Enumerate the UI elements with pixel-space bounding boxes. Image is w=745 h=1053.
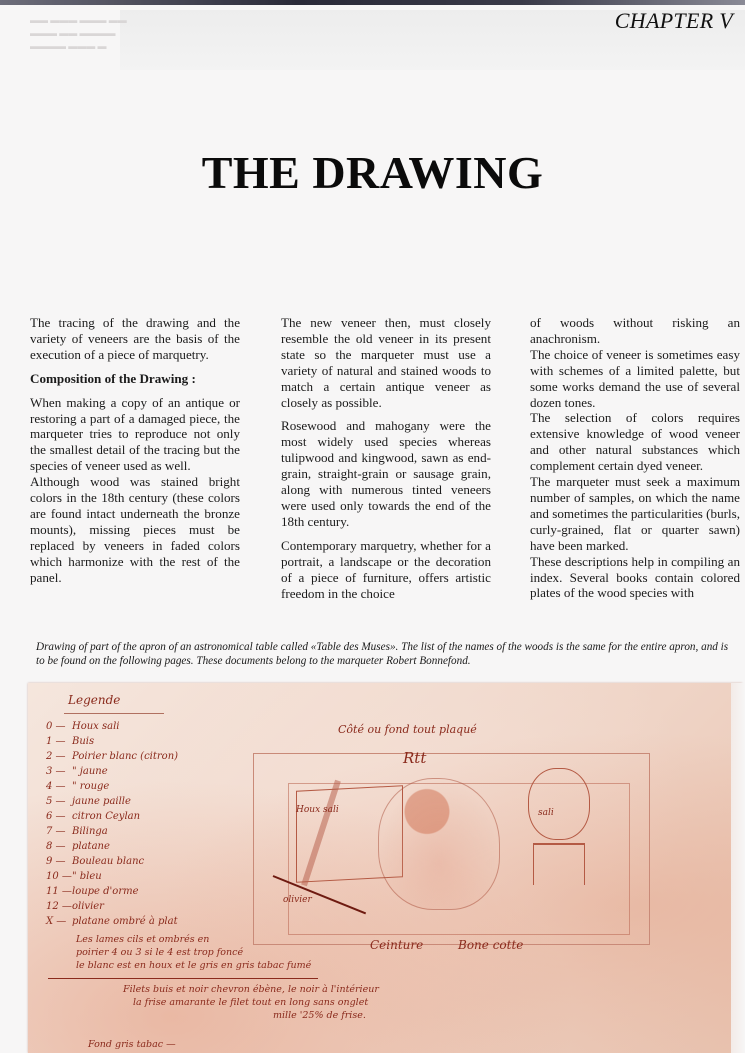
- figure-caption: Drawing of part of the apron of an astronomical table called «Table des Muses». The list of the names of the woods is the same for the entire apron, and is to be found on the following pages. These documents belong to the marqueter Robert Bonnefond.: [36, 641, 729, 667]
- note-line: le blanc est en houx et le gris en gris tabac fumé: [76, 960, 312, 971]
- legend-item-number: 5 —: [46, 796, 66, 807]
- handwritten-notes: [76, 933, 311, 972]
- handwritten-notes-2: [123, 983, 379, 1022]
- show-through-text: ▬▬ ▬▬▬ ▬▬▬ ▬▬ ▬▬▬ ▬▬ ▬▬▬▬ ▬▬▬▬ ▬▬▬ ▬: [30, 15, 127, 51]
- legend-item: [46, 824, 178, 839]
- note-line: Les lames cils et ombrés en: [76, 934, 210, 945]
- legend-item-label: Bouleau blanc: [72, 856, 145, 867]
- legend-item: [46, 749, 178, 764]
- legend-item: [46, 914, 178, 929]
- legend-item-number: 12 —: [46, 901, 72, 912]
- paragraph: of woods without risking an anachronism.: [530, 315, 740, 346]
- sketch-label-bottom-right: Bone cotte: [458, 938, 524, 952]
- text-column-1: [30, 315, 240, 586]
- legend-item-number: 3 —: [46, 766, 66, 777]
- legend-item: [46, 854, 178, 869]
- legend-item-label: citron Ceylan: [72, 811, 141, 822]
- legend-item-label: platane ombré à plat: [72, 916, 178, 927]
- sketch-label-olivier: olivier: [283, 895, 312, 905]
- legend-item: [46, 809, 178, 824]
- notes-divider: [48, 978, 318, 979]
- sketch-label-right: sali: [538, 808, 554, 818]
- legend-item: [46, 734, 178, 749]
- legend-item-label: jaune paille: [72, 796, 131, 807]
- legend-title: Legende: [68, 693, 121, 707]
- note-line: Filets buis et noir chevron ébène, le noir à l'intérieur: [123, 984, 379, 995]
- legend-item: [46, 839, 178, 854]
- paragraph: These descriptions help in compiling an index. Several books contain colored plates of the wood species with: [530, 553, 740, 601]
- legend-item-label: platane: [72, 841, 110, 852]
- legend-underline: [64, 713, 164, 714]
- paragraph: When making a copy of an antique or restoring a part of a damaged piece, the marqueter tries to reproduce not only the smallest detail of the tracing but the species of veneer used as well.: [30, 394, 240, 474]
- marquetry-drawing-figure: [28, 683, 742, 1053]
- handwritten-note-footer: Fond gris tabac —: [88, 1039, 176, 1050]
- stool-sketch: [533, 843, 585, 885]
- legend-item: [46, 719, 178, 734]
- legend-item: [46, 794, 178, 809]
- chair-back-sketch: [528, 768, 590, 840]
- intro-paragraph: The tracing of the drawing and the variety of veneers are the basis of the execution of a piece of marquetry.: [30, 315, 240, 362]
- legend-item-label: " jaune: [72, 766, 108, 777]
- section-subheading: Composition of the Drawing :: [30, 370, 196, 386]
- legend-item-number: X —: [46, 916, 67, 927]
- page-right-margin: [731, 683, 745, 1053]
- sketch-red-note: Rtt: [403, 749, 427, 767]
- paragraph: Rosewood and mahogany were the most widely used species whereas tulipwood and kingwood, sawn as end-grain, straight-grain or sausage grain, along with numerous tinted veneers were used only towards the end of the 18th century.: [281, 418, 491, 529]
- paragraph: The choice of veneer is sometimes easy with schemes of a limited palette, but some works demand the use of several dozen tones.: [530, 346, 740, 410]
- legend-item-number: 1 —: [46, 736, 66, 747]
- note-line: poirier 4 ou 3 si le 4 est trop foncé: [76, 947, 244, 958]
- legend-item: [46, 884, 178, 899]
- cherub-sketch: [378, 778, 500, 910]
- legend-item: [46, 764, 178, 779]
- legend-item-number: 8 —: [46, 841, 66, 852]
- legend-item-label: " rouge: [72, 781, 110, 792]
- legend-item-number: 4 —: [46, 781, 66, 792]
- page-top-edge: [0, 0, 745, 5]
- legend-item: [46, 869, 178, 884]
- legend-item-number: 7 —: [46, 826, 66, 837]
- legend-item-number: 9 —: [46, 856, 66, 867]
- legend-item-label: Buis: [72, 736, 95, 747]
- text-column-3: [530, 315, 740, 601]
- wood-legend-list: [46, 719, 178, 929]
- note-line: la frise amarante le filet tout en long sans onglet: [133, 997, 369, 1008]
- chapter-label: CHAPTER V: [614, 8, 733, 33]
- legend-item: [46, 899, 178, 914]
- legend-item-label: Bilinga: [72, 826, 108, 837]
- paragraph: Contemporary marquetry, whether for a portrait, a landscape or the decoration of a piece of furniture, offers artistic freedom in the choice: [281, 537, 491, 601]
- sketch-top-note: Côté ou fond tout plaqué: [338, 723, 477, 736]
- text-column-2: [281, 315, 491, 601]
- sketch-label-ceinture: Ceinture: [370, 938, 424, 952]
- legend-item-label: " bleu: [72, 871, 102, 882]
- legend-item-label: loupe d'orme: [72, 886, 139, 897]
- legend-item-label: olivier: [72, 901, 104, 912]
- paragraph: Although wood was stained bright colors in the 18th century (these colors are found intact underneath the bronze mounts), missing pieces must be replaced by veneers in faded colors which harmonize with the rest of the panel.: [30, 474, 240, 585]
- legend-item: [46, 779, 178, 794]
- paragraph: The marqueter must seek a maximum number of samples, on which the name and sometimes the particularities (burls, curly-grained, flat or quarter sawn) have been marked.: [530, 474, 740, 553]
- legend-item-number: 11 —: [46, 886, 72, 897]
- sketch-label-left: Houx sali: [296, 805, 339, 815]
- legend-item-number: 6 —: [46, 811, 66, 822]
- note-line: mille '25% de frise.: [273, 1010, 366, 1021]
- legend-item-number: 10 —: [46, 871, 72, 882]
- legend-item-label: Poirier blanc (citron): [72, 751, 179, 762]
- legend-item-number: 2 —: [46, 751, 66, 762]
- page-title: THE DRAWING: [201, 147, 544, 198]
- paragraph: The selection of colors requires extensive knowledge of wood veneer and other natural substances which complement certain dyed veneer.: [530, 410, 740, 474]
- paragraph: The new veneer then, must closely resemble the old veneer in its present state so the marqueter must use a variety of natural and stained woods to match a certain antique veneer as closely as possible.: [281, 315, 491, 410]
- legend-item-number: 0 —: [46, 721, 66, 732]
- legend-item-label: Houx sali: [72, 721, 120, 732]
